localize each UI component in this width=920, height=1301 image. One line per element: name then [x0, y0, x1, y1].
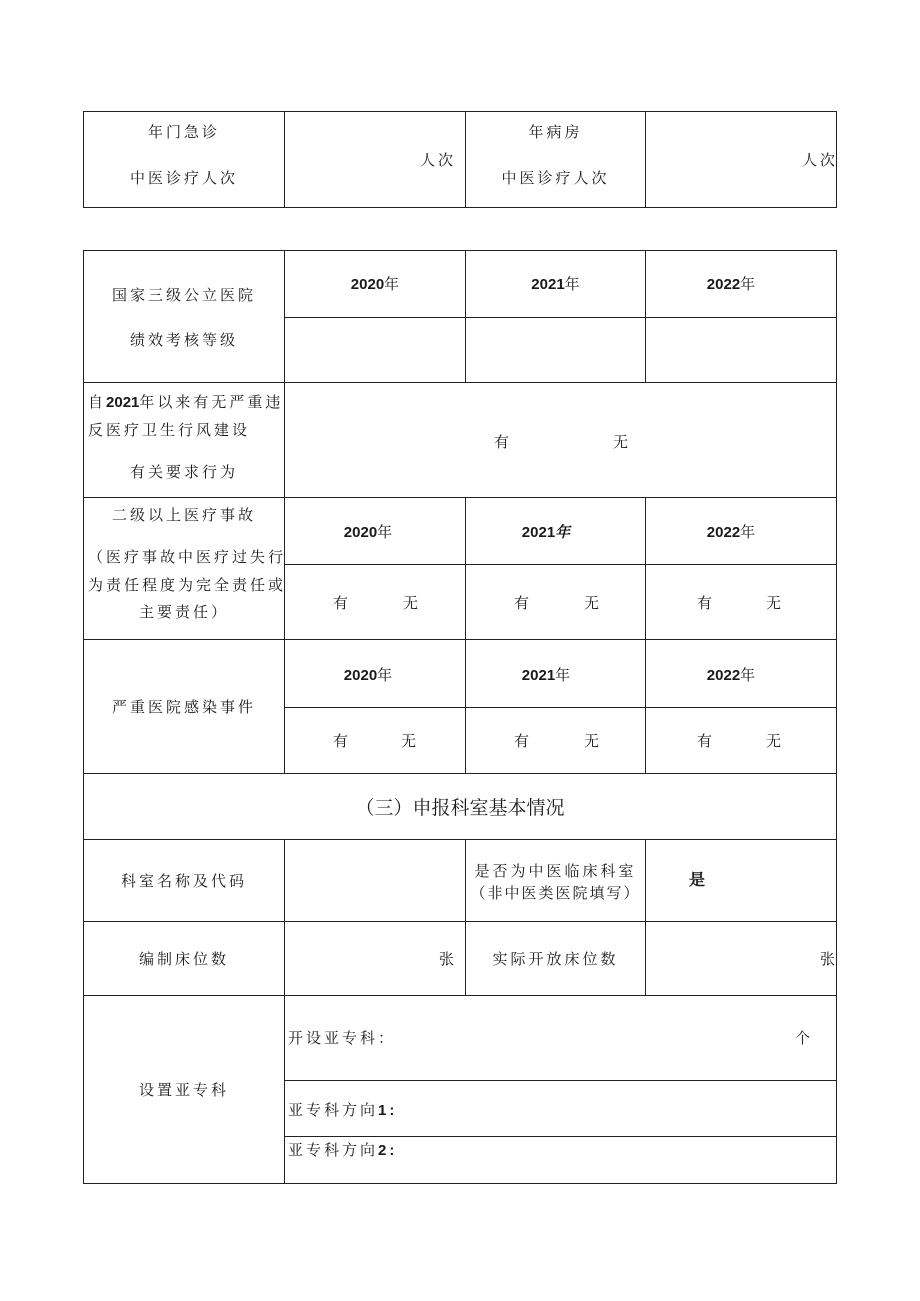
outpatient-unit: 人次 — [420, 151, 457, 169]
sub-open-label: 开设亚专科： — [288, 1029, 397, 1047]
beds-unit: 张 — [439, 950, 458, 968]
row-divider — [284, 1136, 837, 1137]
accident-label-line1: 二级以上医疗事故 — [111, 506, 256, 524]
accident-year-2022: 2022年 — [706, 523, 756, 541]
accident-2021-no: 无 — [584, 594, 603, 612]
table2-border-right — [836, 250, 837, 1184]
section-title: （三）申报科室基本情况 — [355, 797, 565, 819]
tcm-answer: 是 — [689, 872, 706, 889]
infection-2022-no: 无 — [766, 732, 785, 750]
dept-name-label: 科室名称及代码 — [120, 872, 247, 890]
infection-2022-yes: 有 — [697, 732, 716, 750]
inpatient-label-line2: 中医诊疗人次 — [501, 169, 610, 187]
accident-label-line4: 主要责任） — [138, 603, 229, 621]
row-divider — [83, 639, 837, 640]
accident-label-line3: 为责任程度为完全责任或 — [88, 576, 287, 594]
accident-2021-yes: 有 — [514, 594, 533, 612]
violation-no: 无 — [613, 433, 632, 451]
infection-2021-no: 无 — [584, 732, 603, 750]
row-divider — [284, 707, 837, 708]
row-divider — [83, 839, 837, 840]
perf-label-line1: 国家三级公立医院 — [111, 286, 256, 304]
accident-year-2020: 2020年 — [343, 523, 393, 541]
perf-year-2020: 2020年 — [350, 275, 400, 293]
violation-label-line2: 反医疗卫生行风建设 — [88, 421, 251, 439]
outpatient-label-line1: 年门急诊 — [147, 123, 220, 141]
infection-year-2020: 2020年 — [343, 666, 393, 684]
perf-label-line2: 绩效考核等级 — [129, 331, 238, 349]
sub-direction-2: 亚专科方向2 : — [288, 1141, 395, 1159]
table2-border-top — [83, 250, 837, 251]
tcm-question-line2: （非中医类医院填写） — [470, 884, 641, 902]
inpatient-label-line1: 年病房 — [528, 123, 583, 141]
accident-2020-no: 无 — [403, 594, 422, 612]
subspecialty-label: 设置亚专科 — [138, 1081, 229, 1099]
sub-direction-1: 亚专科方向1 : — [288, 1101, 395, 1119]
table1-border-bottom — [83, 207, 837, 208]
perf-year-2021: 2021年 — [531, 275, 580, 293]
sub-count-unit: 个 — [795, 1029, 814, 1047]
violation-label-line3: 有关要求行为 — [129, 463, 238, 481]
row-divider — [284, 564, 837, 565]
violation-yes: 有 — [494, 433, 513, 451]
row-divider — [83, 995, 837, 996]
row-divider — [83, 921, 837, 922]
beds-label: 编制床位数 — [138, 950, 229, 968]
tcm-question-line1: 是否为中医临床科室 — [474, 862, 637, 880]
violation-label-line1: 自2021年以来有无严重违 — [88, 393, 284, 411]
open-beds-unit: 张 — [820, 950, 839, 968]
infection-year-2022: 2022年 — [706, 666, 756, 684]
accident-2022-yes: 有 — [697, 594, 716, 612]
infection-year-2021: 2021年 — [521, 666, 571, 684]
col-divider — [284, 250, 285, 774]
row-divider — [83, 773, 837, 774]
open-beds-label: 实际开放床位数 — [492, 950, 619, 968]
infection-2020-yes: 有 — [333, 732, 352, 750]
infection-label: 严重医院感染事件 — [111, 698, 256, 716]
infection-2021-yes: 有 — [514, 732, 533, 750]
col-divider — [465, 250, 466, 383]
accident-year-2021: 2021年 — [521, 524, 571, 541]
inpatient-unit: 人次 — [802, 151, 839, 169]
row-divider — [83, 497, 837, 498]
col-divider — [284, 839, 285, 1184]
row-divider — [284, 317, 837, 318]
infection-2020-no: 无 — [401, 732, 420, 750]
table1-border-top — [83, 111, 837, 112]
table2-border-bottom — [83, 1183, 837, 1184]
perf-year-2022: 2022年 — [706, 275, 756, 293]
table1-divider — [284, 111, 285, 208]
outpatient-label-line2: 中医诊疗人次 — [129, 169, 238, 187]
accident-label-line2: （医疗事故中医疗过失行 — [88, 548, 287, 566]
table1-divider — [645, 111, 646, 208]
row-divider — [83, 382, 837, 383]
row-divider — [284, 1080, 837, 1081]
table2-border-left — [83, 250, 84, 1184]
accident-2022-no: 无 — [766, 594, 785, 612]
col-divider — [645, 250, 646, 383]
accident-2020-yes: 有 — [333, 594, 352, 612]
col-divider — [645, 839, 646, 996]
